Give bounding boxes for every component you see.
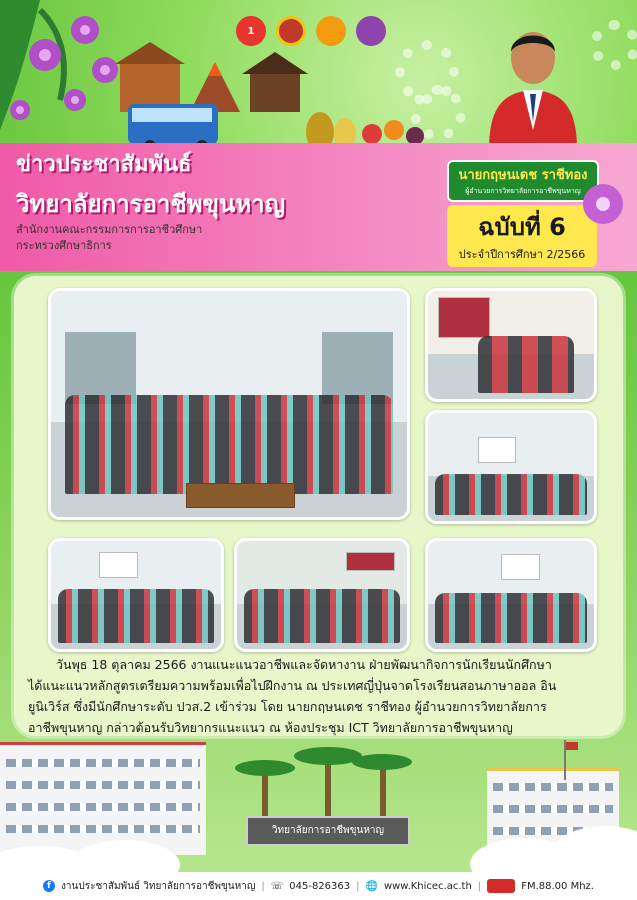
director-role: ผู้อำนวยการวิทยาลัยการอาชีพขุนหาญ xyxy=(465,187,581,195)
issue-number: ฉบับที่ 6 xyxy=(478,213,566,241)
separator: | xyxy=(261,880,265,892)
caption-line: วันพุธ 18 ตุลาคม 2566 งานแนะแนวอาชีพและจัดหางาน ฝ่ายพัฒนากิจการนักเรียนนักศึกษา xyxy=(56,657,552,672)
issue-year: ประจำปีการศึกษา 2/2566 xyxy=(458,248,586,261)
campus-sign: วิทยาลัยการอาชีพขุนหาญ xyxy=(246,816,410,846)
phone-icon: ☏ xyxy=(270,880,284,892)
radio-logo-icon xyxy=(487,879,515,893)
ministry-name: กระทรวงศึกษาธิการ xyxy=(16,239,112,252)
group-photo xyxy=(48,288,410,520)
facebook-page[interactable]: งานประชาสัมพันธ์ วิทยาลัยการอาชีพขุนหาญ xyxy=(61,880,256,892)
gear-decoration-icon xyxy=(590,20,637,70)
palm-leaves-icon xyxy=(230,738,430,788)
audience-photo xyxy=(425,410,597,524)
flower-decoration-icon xyxy=(573,176,633,236)
flag-icon xyxy=(564,740,578,780)
separator: | xyxy=(477,880,482,892)
globe-icon: 🌐 xyxy=(365,880,378,892)
students-photo-left xyxy=(48,538,224,652)
radio-frequency: FM.88.00 Mhz. xyxy=(521,880,594,892)
welcome-photo xyxy=(425,288,597,402)
landmark-scene-icon xyxy=(110,42,440,150)
news-caption xyxy=(28,654,613,738)
moe-logo-icon: 1 xyxy=(236,16,266,46)
caption-line: ได้แนะแนวหลักสูตรเตรียมความพร้อมเพื่อไปฝึกงาน ณ ประเทศญี่ปุ่นจาดโรงเรียนสอนภาษาออล อิน xyxy=(28,678,557,693)
phone-number[interactable]: 045-826363 xyxy=(289,880,351,892)
website-link[interactable]: www.Khicec.ac.th xyxy=(383,880,472,892)
campus-building-left xyxy=(0,742,206,855)
students-photo-middle xyxy=(234,538,410,652)
separator: | xyxy=(356,880,360,892)
office-name: สำนักงานคณะกรรมการการอาชีวศึกษา xyxy=(16,223,203,236)
newsletter-title: ข่าวประชาสัมพันธ์ xyxy=(16,152,192,177)
students-photo-right xyxy=(425,538,597,652)
caption-line: ยูนิเวิร์ส ซึ่งมีนักศึกษาระดับ ปวส.2 เข้าร่วม โดย นายกฤษนเดช ราชีทอง ผู้อำนวยการวิทยาลัยการ xyxy=(28,699,547,714)
caption-line: อาชีพขุนหาญ กล่าวต้อนรับวิทยากรแนะแนว ณ ห้องประชุม ICT วิทยาลัยการอาชีพขุนหาญ xyxy=(28,720,513,735)
director-name: นายกฤษนเดช ราชีทอง xyxy=(458,168,588,183)
footer-bar xyxy=(0,872,637,900)
director-portrait xyxy=(485,10,581,150)
college-name: วิทยาลัยการอาชีพขุนหาญ xyxy=(16,190,286,218)
facebook-icon: f xyxy=(43,880,55,892)
